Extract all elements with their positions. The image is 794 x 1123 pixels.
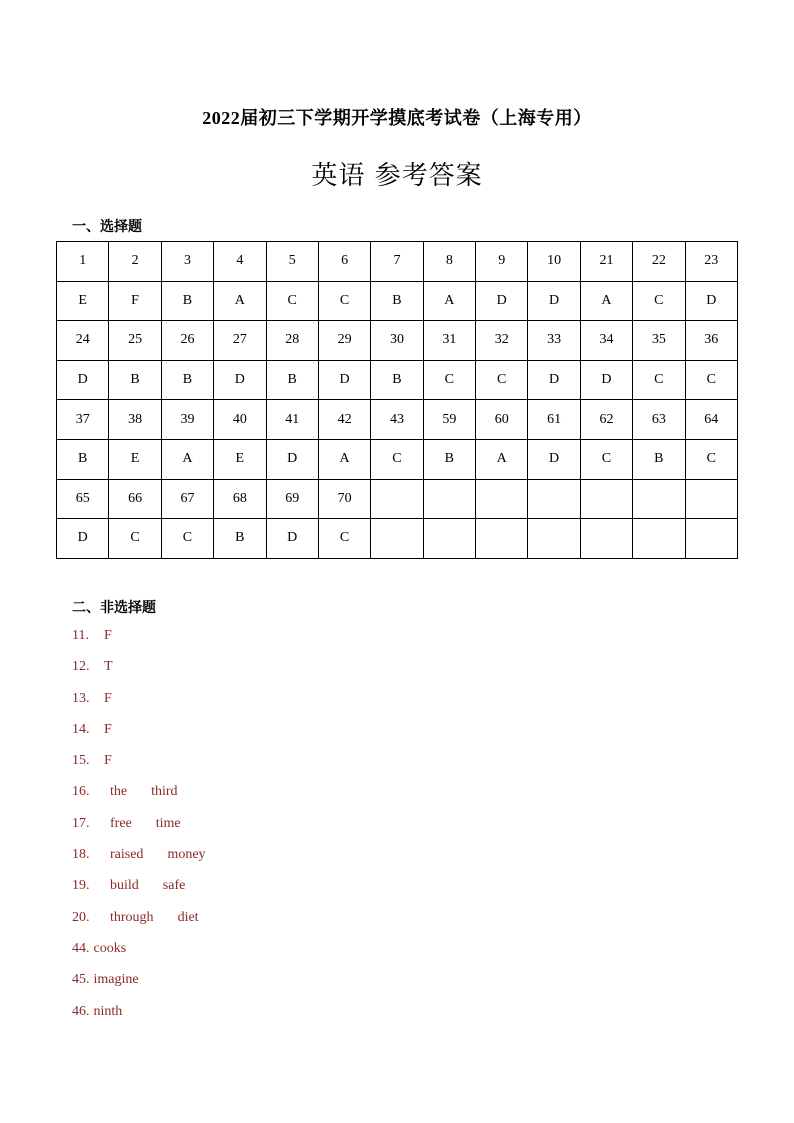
answer-cell: D [266,519,318,559]
answer-number: 18. [72,847,90,863]
question-number-cell: 69 [266,479,318,519]
question-number-cell [685,479,738,519]
question-number-row [57,242,738,282]
answer-cell: D [57,360,109,400]
answer-cell: B [161,281,213,321]
question-number-cell: 23 [685,242,738,282]
question-number-cell: 70 [318,479,370,519]
question-number-cell: 5 [266,242,318,282]
answer-cell: A [580,281,632,321]
question-number-cell: 29 [318,321,370,361]
answer-item [72,843,206,874]
question-number-cell: 27 [214,321,266,361]
question-number-cell: 35 [633,321,685,361]
answer-item [72,655,206,686]
answer-cell: B [423,439,475,479]
answer-row [57,519,738,559]
answer-number: 11. [72,628,89,643]
answer-cell: E [214,439,266,479]
answer-cell: B [371,281,423,321]
answer-word: build [110,878,139,894]
answer-item [72,749,206,780]
answer-cell: C [580,439,632,479]
answer-word: the [110,784,128,800]
answer-cell: D [528,439,580,479]
answer-word: imagine [93,972,139,988]
answer-word: T [104,659,113,675]
answer-word: ninth [93,1003,123,1019]
answer-item [72,874,206,905]
answer-cell: C [318,519,370,559]
question-number-cell: 64 [685,400,738,440]
answer-number: 16. [72,784,90,800]
answer-cell: B [633,439,685,479]
answer-cell: A [476,439,528,479]
question-number-cell [423,479,475,519]
question-number-cell: 9 [476,242,528,282]
question-number-cell: 43 [371,400,423,440]
answer-cell: D [57,519,109,559]
answer-table [56,241,738,559]
answer-row [57,281,738,321]
answer-cell: B [161,360,213,400]
answer-cell [371,519,423,559]
answer-cell: D [266,439,318,479]
question-number-cell: 41 [266,400,318,440]
question-number-cell: 42 [318,400,370,440]
answer-word: raised [110,847,144,863]
question-number-cell: 39 [161,400,213,440]
answer-cell: C [371,439,423,479]
section-heading-non-choice: 二、非选择题 [72,600,156,616]
answer-cell [633,519,685,559]
answer-cell [476,519,528,559]
page-subtitle: 英语 参考答案 [311,161,483,191]
question-number-cell: 28 [266,321,318,361]
answer-number: 12. [72,659,90,675]
question-number-cell: 6 [318,242,370,282]
question-number-cell: 67 [161,479,213,519]
answer-word: F [104,753,112,769]
answer-cell: A [214,281,266,321]
question-number-cell [528,479,580,519]
question-number-cell: 3 [161,242,213,282]
answer-cell: D [214,360,266,400]
question-number-cell: 33 [528,321,580,361]
question-number-cell [580,479,632,519]
answer-cell: C [318,281,370,321]
question-number-cell: 36 [685,321,738,361]
question-number-cell: 7 [371,242,423,282]
answer-word: F [104,721,112,737]
answer-cell: E [57,281,109,321]
answer-item [72,780,206,811]
question-number-row [57,479,738,519]
answer-cell: C [633,281,685,321]
question-number-cell: 22 [633,242,685,282]
question-number-cell: 59 [423,400,475,440]
answer-cell: B [214,519,266,559]
answer-row [57,439,738,479]
answer-cell [685,519,738,559]
answer-number: 17. [72,815,90,831]
question-number-cell: 38 [109,400,161,440]
answer-number: 45. [72,972,90,988]
answer-cell [528,519,580,559]
answer-word: money [167,847,206,863]
answer-item [72,718,206,749]
answer-item [72,906,206,937]
answer-number: 13. [72,690,90,706]
answer-number: 14. [72,721,90,737]
question-number-row [57,321,738,361]
answer-cell: C [685,360,738,400]
answer-word: F [104,690,112,706]
answer-cell: C [266,281,318,321]
answer-cell: B [371,360,423,400]
question-number-cell: 32 [476,321,528,361]
answer-cell: C [161,519,213,559]
question-number-cell: 25 [109,321,161,361]
question-number-cell [476,479,528,519]
answer-cell: B [109,360,161,400]
answer-cell: D [685,281,738,321]
answer-item [72,812,206,843]
answer-cell: C [685,439,738,479]
answer-number: 20. [72,909,90,925]
answer-cell: D [476,281,528,321]
question-number-cell [633,479,685,519]
answer-cell: B [266,360,318,400]
question-number-cell: 30 [371,321,423,361]
answer-item [72,937,206,968]
answer-item [72,687,206,718]
question-number-cell: 31 [423,321,475,361]
question-number-cell: 34 [580,321,632,361]
question-number-cell: 66 [109,479,161,519]
question-number-cell: 8 [423,242,475,282]
answer-word: time [155,815,181,831]
answer-word: diet [177,909,199,925]
question-number-cell: 65 [57,479,109,519]
question-number-cell: 4 [214,242,266,282]
answer-cell: D [580,360,632,400]
answer-cell: A [161,439,213,479]
answer-word: F [104,628,112,643]
answer-cell: D [318,360,370,400]
answer-number: 19. [72,878,90,894]
question-number-cell: 63 [633,400,685,440]
question-number-cell: 26 [161,321,213,361]
answer-number: 44. [72,940,90,956]
answer-word: safe [162,878,186,894]
answer-word: cooks [93,940,127,956]
answer-list [72,624,206,1031]
question-number-cell: 60 [476,400,528,440]
question-number-cell: 68 [214,479,266,519]
answer-cell: D [528,360,580,400]
answer-cell: F [109,281,161,321]
answer-cell: A [318,439,370,479]
question-number-cell: 10 [528,242,580,282]
page-title: 2022届初三下学期开学摸底考试卷（上海专用） [202,108,592,128]
answer-cell [423,519,475,559]
answer-cell: B [57,439,109,479]
question-number-cell: 1 [57,242,109,282]
question-number-cell: 37 [57,400,109,440]
question-number-cell: 24 [57,321,109,361]
answer-word: free [110,815,132,831]
question-number-cell: 62 [580,400,632,440]
answer-number: 15. [72,753,90,769]
question-number-row [57,400,738,440]
question-number-cell [371,479,423,519]
answer-cell: C [633,360,685,400]
answer-cell: A [423,281,475,321]
section-heading-choice: 一、选择题 [72,219,142,235]
answer-word: third [151,784,178,800]
question-number-cell: 61 [528,400,580,440]
answer-cell: C [476,360,528,400]
answer-cell: D [528,281,580,321]
answer-row [57,360,738,400]
answer-item [72,624,206,655]
question-number-cell: 21 [580,242,632,282]
question-number-cell: 40 [214,400,266,440]
answer-item [72,1000,206,1031]
answer-cell: C [109,519,161,559]
answer-cell: C [423,360,475,400]
answer-word: through [110,909,154,925]
answer-number: 46. [72,1003,90,1019]
answer-cell [580,519,632,559]
question-number-cell: 2 [109,242,161,282]
answer-cell: E [109,439,161,479]
answer-item [72,968,206,999]
